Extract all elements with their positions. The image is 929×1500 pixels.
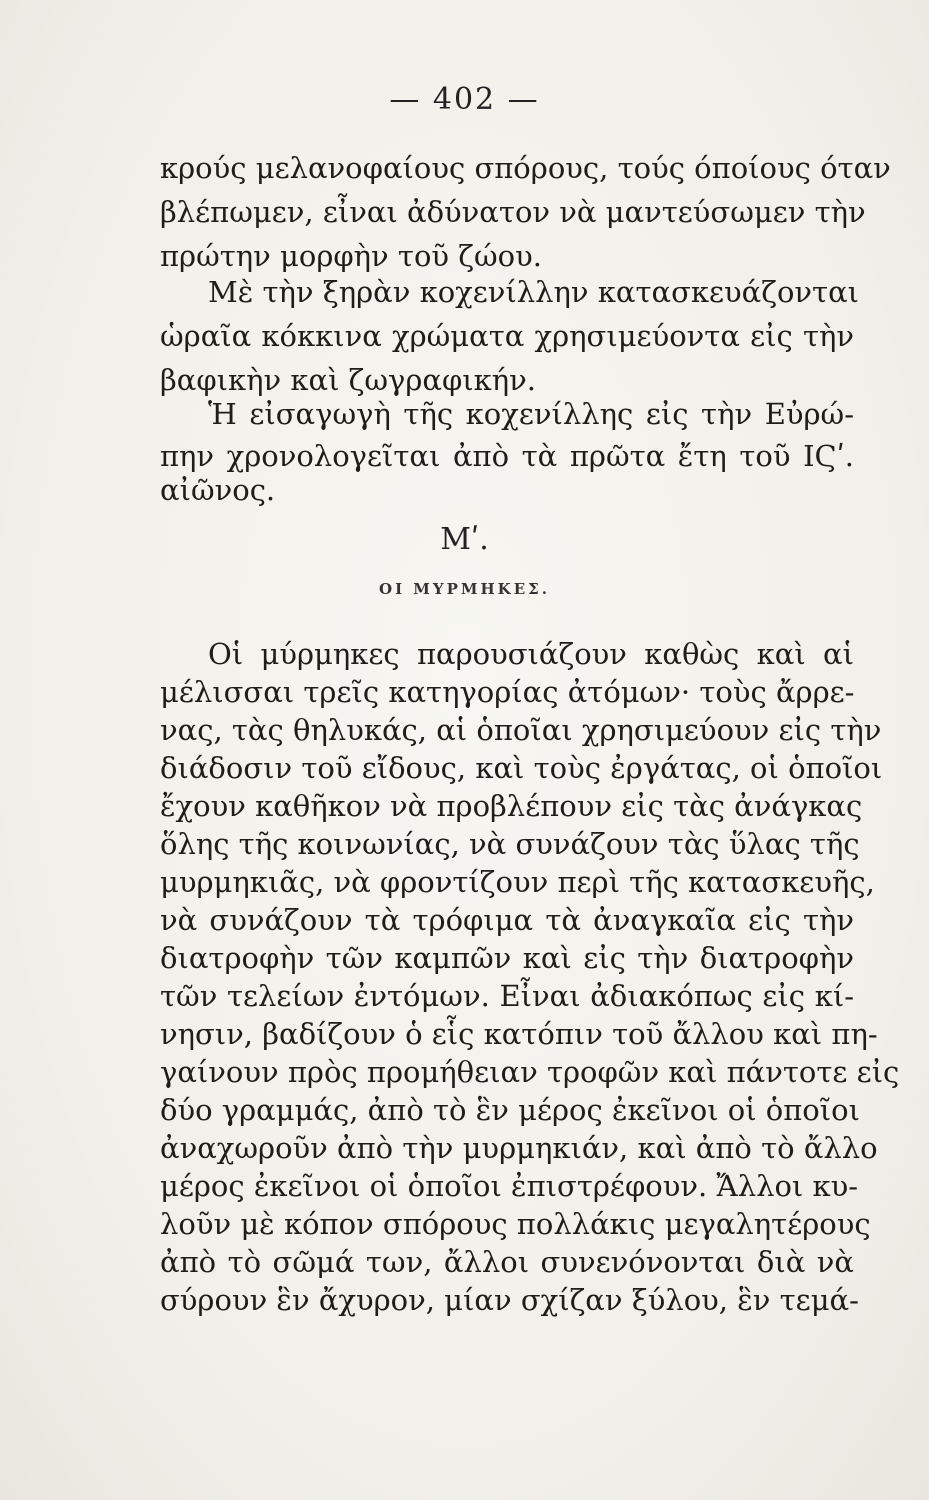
text-line: αἰῶνος. [160,473,276,507]
text-line: βλέπωμεν, εἶναι ἀδύνατον νὰ μαντεύσωμεν τὴν [160,195,866,229]
text-line: ἔχουν καθῆκον νὰ προβλέπουν εἰς τὰς ἀνάγκας [160,789,863,823]
text-line: πρώτην μορφὴν τοῦ ζώου. [160,239,542,273]
text-line: σύρουν ἓν ἄχυρον, μίαν σχίζαν ξύλου, ἓν τεμά- [160,1283,859,1317]
text-line: Οἱ μύρμηκες παρουσιάζουν καθὼς καὶ αἱ [208,637,854,671]
text-line: μέλισσαι τρεῖς κατηγορίας ἀτόμων· τοὺς ἄρρε- [160,675,855,709]
chapter-title: ΟΙ ΜΥΡΜΗΚΕΣ. [379,580,550,598]
text-line: μυρμηκιᾶς, νὰ φροντίζουν περὶ τῆς κατασκευῆς, [160,865,875,899]
text-line: βαφικὴν καὶ ζωγραφικήν. [160,363,537,397]
text-line: μέρος ἐκεῖνοι οἱ ὁποῖοι ἐπιστρέφουν. Ἄλλοι κυ- [160,1169,859,1203]
text-line: γαίνουν πρὸς προμήθειαν τροφῶν καὶ πάντοτε εἰς [160,1055,900,1089]
text-line: νὰ συνάζουν τὰ τρόφιμα τὰ ἀναγκαῖα εἰς τὴν [160,903,854,937]
text-line: διατροφὴν τῶν καμπῶν καὶ εἰς τὴν διατροφὴν [160,941,854,975]
text-line: λοῦν μὲ κόπον σπόρους πολλάκις μεγαλητέρους [160,1207,871,1241]
text-line: διάδοσιν τοῦ εἴδους, καὶ τοὺς ἐργάτας, οἱ ὁποῖοι [160,751,883,785]
text-line: ὡραῖα κόκκινα χρώματα χρησιμεύοντα εἰς τὴν [160,319,854,353]
text-line: πην χρονολογεῖται ἀπὸ τὰ πρῶτα ἔτη τοῦ ΙϚʹ. [160,439,854,473]
text-line: δύο γραμμάς, ἀπὸ τὸ ἓν μέρος ἐκεῖνοι οἱ ὁποῖοι [160,1093,860,1127]
text-line: τῶν τελείων ἐντόμων. Εἶναι ἀδιακόπως εἰς κί- [160,979,854,1013]
text-line: κρούς μελανοφαίους σπόρους, τούς όποίους όταν [160,151,891,185]
text-line: ἀναχωροῦν ἀπὸ τὴν μυρμηκιάν, καὶ ἀπὸ τὸ ἄλλο [160,1131,878,1165]
text-line: Μὲ τὴν ξηρὰν κοχενίλλην κατασκευάζονται [208,275,860,309]
text-line: νησιν, βαδίζουν ὁ εἷς κατόπιν τοῦ ἄλλου καὶ πη- [160,1017,878,1051]
text-line: νας, τὰς θηλυκάς, αἱ ὁποῖαι χρησιμεύουν εἰς τὴν [160,713,882,747]
page-number: — 402 — [389,82,540,117]
text-line: Ἡ εἰσαγωγὴ τῆς κοχενίλλης εἰς τὴν Εὐρώ- [208,397,854,431]
text-line: ἀπὸ τὸ σῶμά των, ἄλλοι συνενόνονται διὰ νὰ [160,1245,854,1279]
text-line: ὅλης τῆς κοινωνίας, νὰ συνάζουν τὰς ὕλας τῆς [160,827,860,861]
chapter-number: Μʹ. [440,522,489,557]
